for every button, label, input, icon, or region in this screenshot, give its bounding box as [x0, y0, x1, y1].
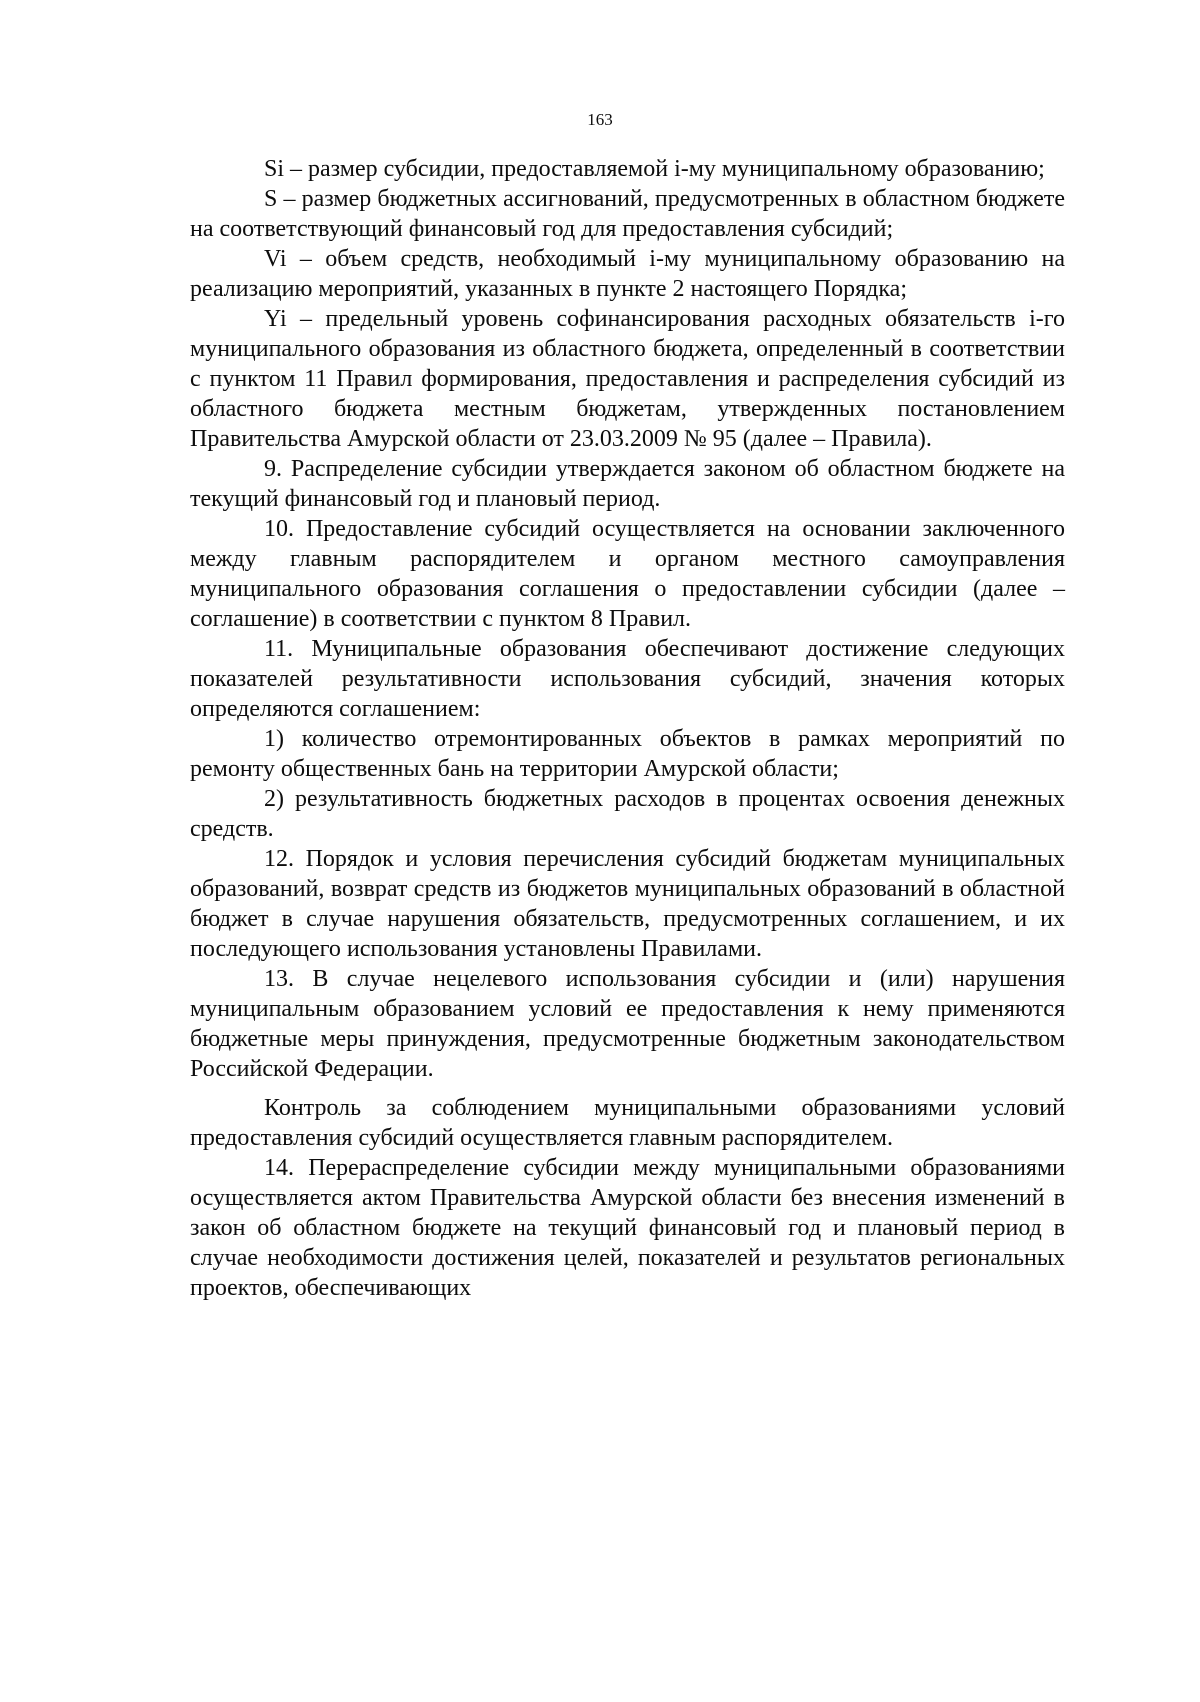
paragraph-clause-13: 13. В случае нецелевого использования субсидии и (или) нарушения муниципальным образованием условий ее предоставления к нему применяются бюджетные меры принуждения, предусмотренные бюджетным законодательством Российской Федерации.: [190, 966, 1065, 1082]
paragraph-vi-definition: Vi – объем средств, необходимый i-му муниципальному образованию на реализацию мероприятий, указанных в пункте 2 настоящего Порядка;: [190, 246, 1065, 302]
paragraph-clause-9: 9. Распределение субсидии утверждается законом об областном бюджете на текущий финансовый год и плановый период.: [190, 456, 1065, 512]
paragraph-clause-11: 11. Муниципальные образования обеспечивают достижение следующих показателей результативности использования субсидий, значения которых определяются соглашением:: [190, 636, 1065, 722]
paragraph-indicator-1: 1) количество отремонтированных объектов в рамках мероприятий по ремонту общественных бань на территории Амурской области;: [190, 726, 1065, 782]
paragraph-yi-definition: Yi – предельный уровень софинансирования расходных обязательств i-го муниципального образования из областного бюджета, определенный в соответствии с пунктом 11 Правил формирования, предоставления и распределения субсидий из областного бюджета местным бюджетам, утвержденных постановлением Правительства Амурской области от 23.03.2009 № 95 (далее – Правила).: [190, 306, 1065, 452]
paragraph-indicator-2: 2) результативность бюджетных расходов в процентах освоения денежных средств.: [190, 786, 1065, 842]
paragraph-clause-14: 14. Перераспределение субсидии между муниципальными образованиями осуществляется актом Правительства Амурской области без внесения изменений в закон об областном бюджете на текущий финансовый год и плановый период в случае необходимости достижения целей, показателей и результатов региональных проектов, обеспечивающих: [190, 1155, 1065, 1301]
paragraph-si-definition: Si – размер субсидии, предоставляемой i-му муниципальному образованию;: [264, 156, 1045, 182]
paragraph-control: Контроль за соблюдением муниципальными образованиями условий предоставления субсидий осуществляется главным распорядителем.: [190, 1095, 1065, 1151]
paragraph-clause-12: 12. Порядок и условия перечисления субсидий бюджетам муниципальных образований, возврат средств из бюджетов муниципальных образований в областной бюджет в случае нарушения обязательств, предусмотренных соглашением, и их последующего использования установлены Правилами.: [190, 846, 1065, 962]
paragraph-s-definition: S – размер бюджетных ассигнований, предусмотренных в областном бюджете на соответствующий финансовый год для предоставления субсидий;: [190, 186, 1065, 242]
paragraph-clause-10: 10. Предоставление субсидий осуществляется на основании заключенного между главным распорядителем и органом местного самоуправления муниципального образования соглашения о предоставлении субсидии (далее – соглашение) в соответствии с пунктом 8 Правил.: [190, 516, 1065, 632]
document-body: [190, 154, 1065, 1303]
page-number: 163: [587, 110, 613, 129]
